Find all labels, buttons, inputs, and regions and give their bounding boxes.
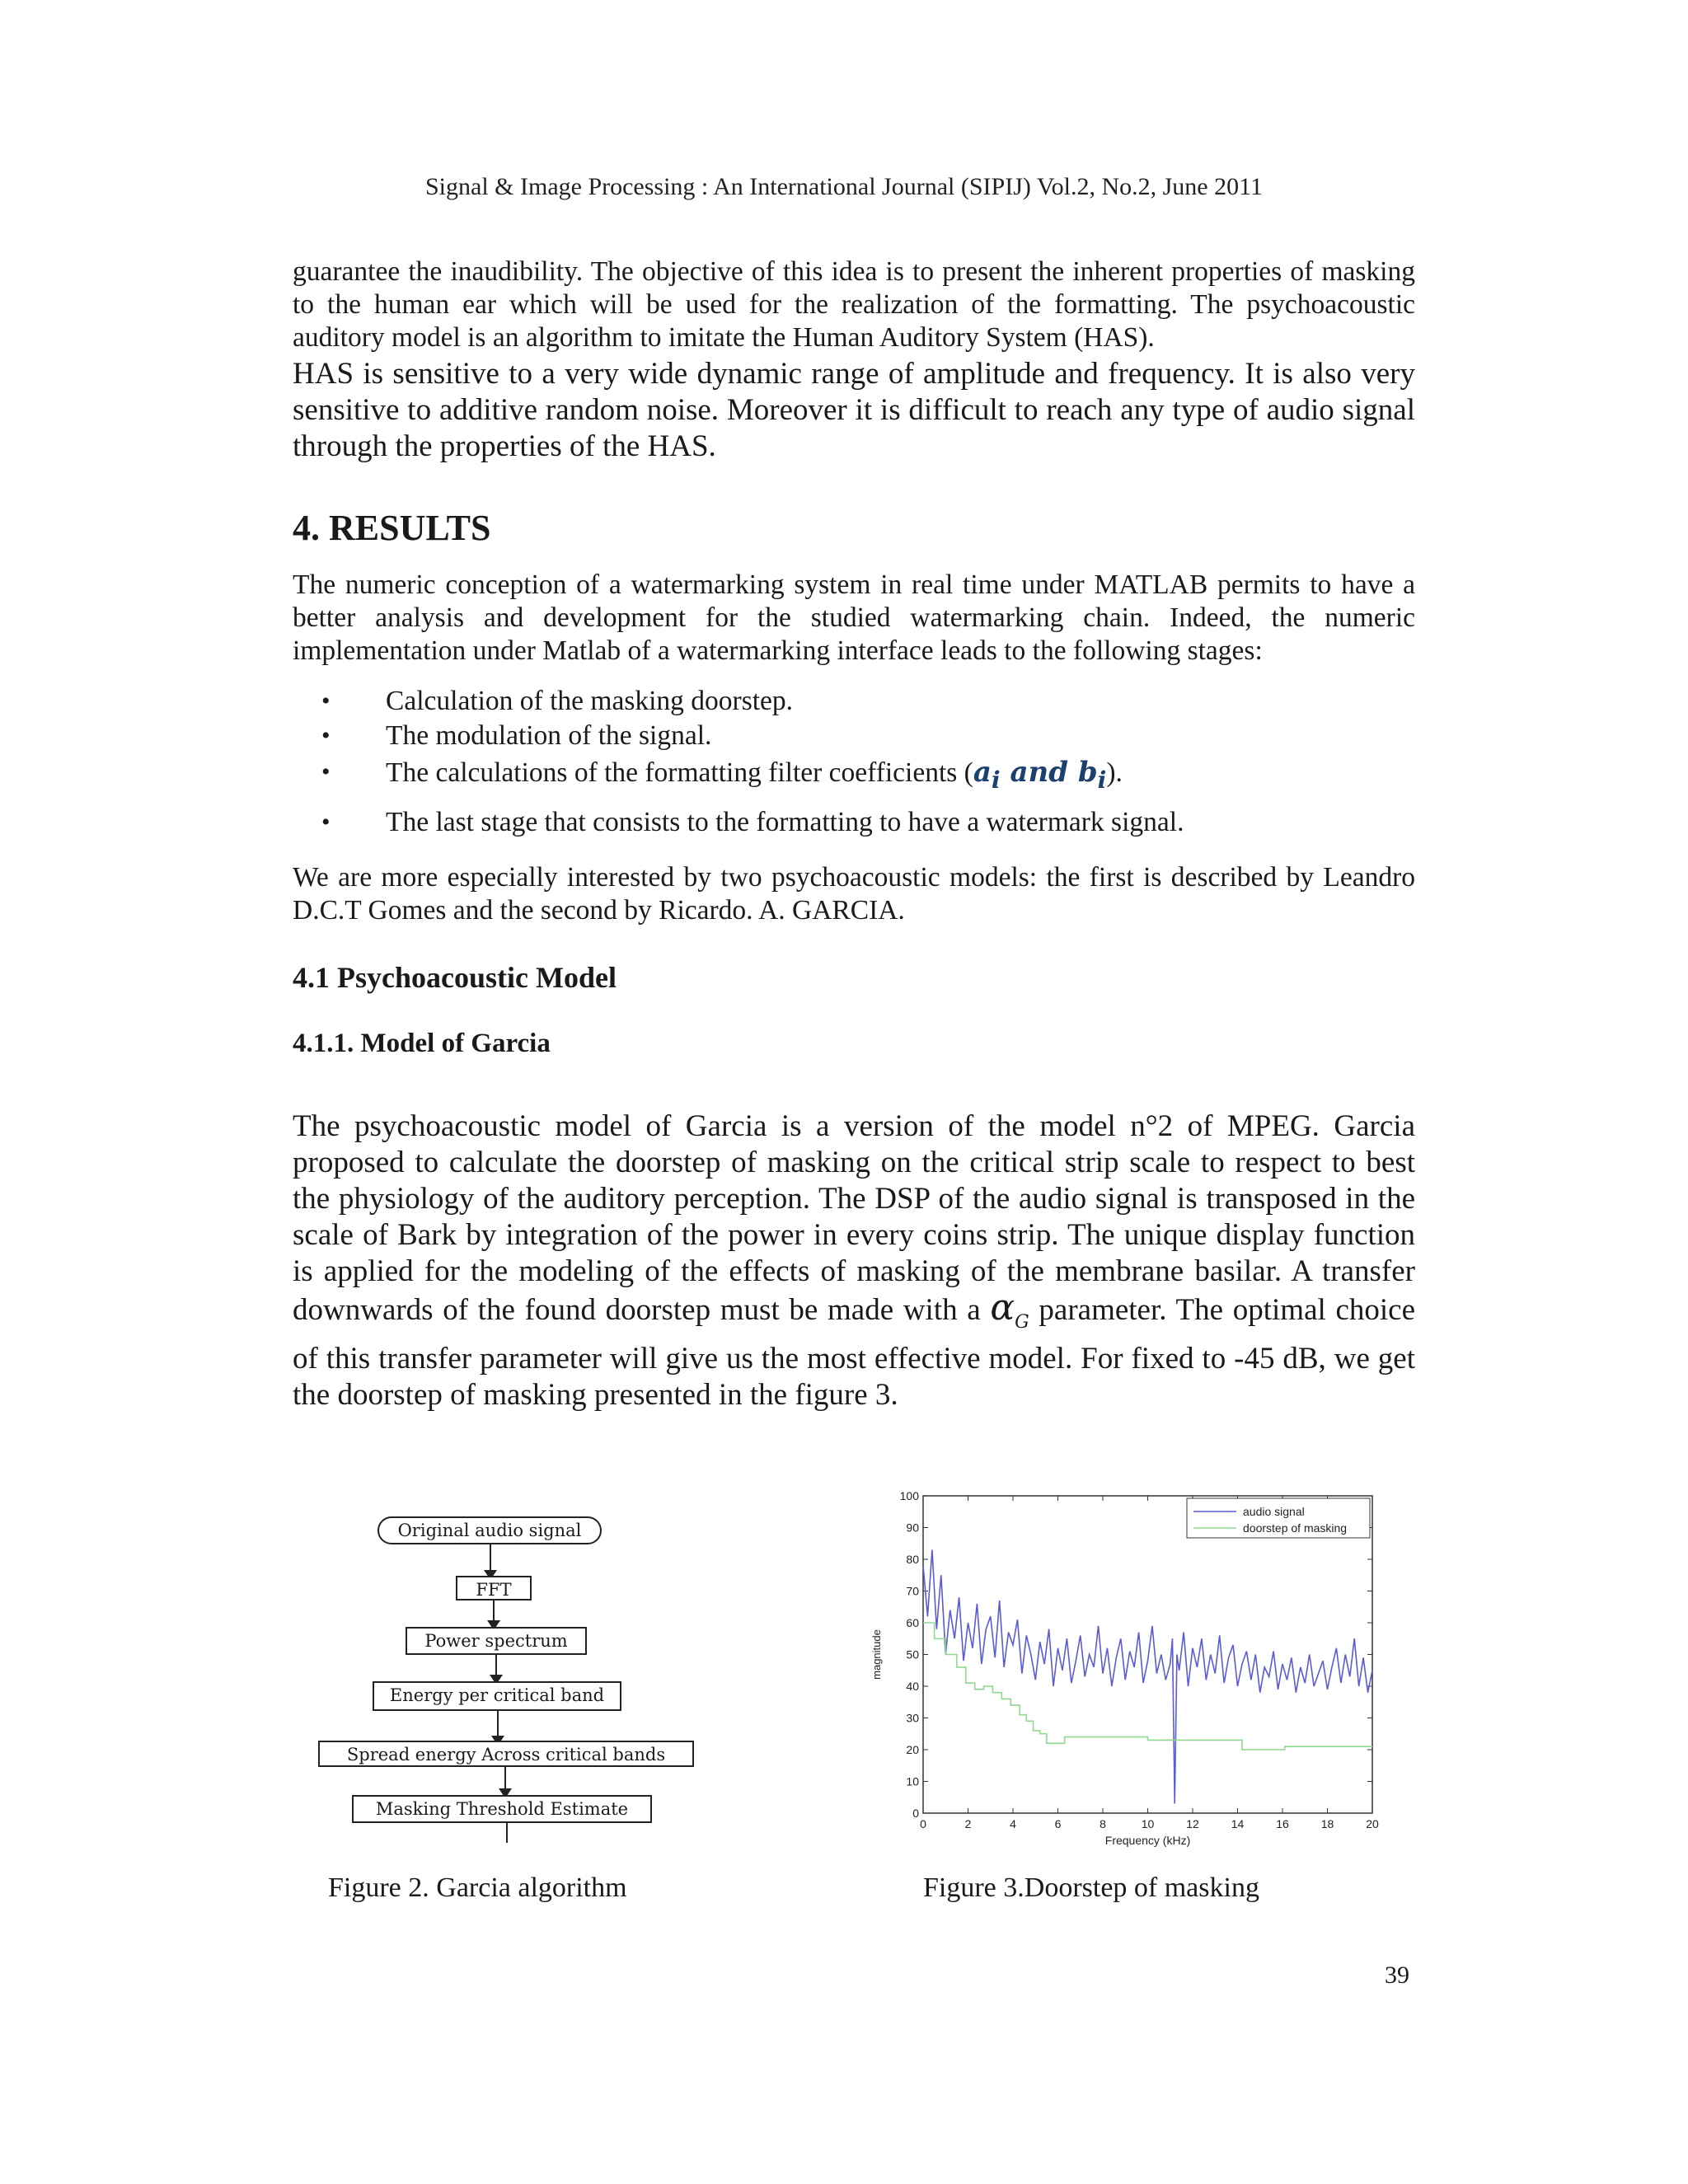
y-tick-label: 80 [906,1553,919,1566]
plot-area [923,1496,1372,1813]
models-paragraph: We are more especially interested by two psychoacoustic models: the first is described by Leandro D.C.T Gomes and the second by Ricardo. A. GARCIA. [293,862,1415,926]
stage-item-3: • The calculations of the formatting filter coefficients ($a_i$ and $b_i$). [321,756,1123,794]
stage-item-4: • The last stage that consists to the formatting to have a watermark signal. [321,805,1184,840]
models-paragraph-block [293,861,1415,927]
x-tick-label: 12 [1186,1817,1199,1830]
y-tick-label: 60 [906,1616,919,1629]
x-tick-label: 10 [1141,1817,1155,1830]
y-tick-label: 10 [906,1774,919,1788]
garcia-paragraph: The psychoacoustic model of Garcia is a version of the model n°2 of MPEG. Garcia proposed to calculate the doorstep of masking on the critical strip scale to respect to best the physiology of the auditory perception. The DSP of the audio signal is transposed in the scale of Bark by integration of the power in every coins strip. The unique display function is applied for the modeling of the effects of masking of the membrane basilar. A transfer downwards of the found doorstep must be made with a $\alpha_G$ parameter. The optimal choice of this transfer parameter will give us the most effective model. For fixed to -45 dB, we get the doorstep of masking presented in the figure 3. [293,1109,1416,1412]
x-tick-label: 0 [920,1817,926,1830]
running-header: Signal & Image Processing : An International Journal (SIPIJ) Vol.2, No.2, June 2011 [424,173,1263,200]
bullet-icon: • [321,808,331,836]
x-tick-label: 20 [1366,1817,1379,1830]
x-tick-label: 14 [1231,1817,1245,1830]
bullet-icon: • [321,687,331,715]
figure-3-chart [857,1479,1385,1858]
y-tick-label: 90 [906,1521,919,1535]
intro-paragraph-2: HAS is sensitive to a very wide dynamic range of amplitude and frequency. It is also very sensitive to additive random noise. Moreover it is difficult to reach any type of audio signal through the properties of the HAS. [293,357,1415,463]
flow-step-power-spectrum: Power spectrum [406,1627,587,1655]
psychoacoustic-model-heading: 4.1 Psychoacoustic Model [293,961,617,994]
alpha-g-symbol: $\alpha_G$ [990,1286,1029,1333]
results-intro-block [293,569,1415,668]
results-heading: 4. RESULTS [293,508,491,548]
y-tick-label: 30 [906,1711,919,1725]
y-tick-label: 40 [906,1680,919,1693]
y-tick-label: 20 [906,1743,919,1756]
flow-step-spread-energy: Spread energy Across critical bands [318,1741,694,1767]
y-tick-label: 50 [906,1647,919,1661]
x-tick-label: 2 [964,1817,972,1830]
x-tick-label: 6 [1054,1817,1062,1830]
garcia-paragraph-block [293,1108,1415,1413]
flow-arrow [506,1823,508,1843]
legend-label: audio signal [1243,1505,1305,1518]
coefficient-a: $a_i$ and $b_i$ [973,756,1107,794]
y-tick-label: 70 [906,1584,919,1598]
stages-list [321,684,1184,840]
x-axis-label: Frequency (kHz) [1104,1834,1191,1847]
flow-step-energy-per-band: Energy per critical band [373,1681,621,1711]
y-axis-label: magnitude [870,1629,883,1680]
intro-block [293,255,1415,465]
flow-step-fft: FFT [456,1576,532,1601]
page-number: 39 [1385,1961,1409,1989]
figure-2-caption: Figure 2. Garcia algorithm [328,1872,627,1903]
x-tick-label: 4 [1010,1817,1016,1830]
legend-label: doorstep of masking [1243,1521,1348,1535]
results-paragraph: The numeric conception of a watermarking system in real time under MATLAB permits to have a better analysis and development for the studied watermarking chain. Indeed, the numeric implementation under Matlab of a watermarking interface leads to the following stages: [293,569,1415,666]
intro-paragraph-1: guarantee the inaudibility. The objective of this idea is to present the inherent properties of masking to the human ear which will be used for the realization of the formatting. The psychoacoustic auditory model is an algorithm to imitate the Human Auditory System (HAS). [293,256,1415,353]
figure-3-caption: Figure 3.Doorstep of masking [923,1872,1259,1903]
x-tick-label: 18 [1320,1817,1334,1830]
y-tick-label: 100 [899,1489,919,1502]
bullet-icon: • [321,722,331,749]
x-tick-label: 8 [1100,1817,1106,1830]
bullet-icon: • [321,758,331,785]
stage-item-2: • The modulation of the signal. [321,719,1184,753]
stage-item-1: • Calculation of the masking doorstep. [321,684,1184,719]
garcia-model-heading: 4.1.1. Model of Garcia [293,1029,551,1058]
x-tick-label: 16 [1276,1817,1289,1830]
y-tick-label: 0 [912,1807,919,1820]
flow-step-original-audio: Original audio signal [377,1516,602,1544]
flow-step-masking-threshold: Masking Threshold Estimate [352,1795,652,1823]
